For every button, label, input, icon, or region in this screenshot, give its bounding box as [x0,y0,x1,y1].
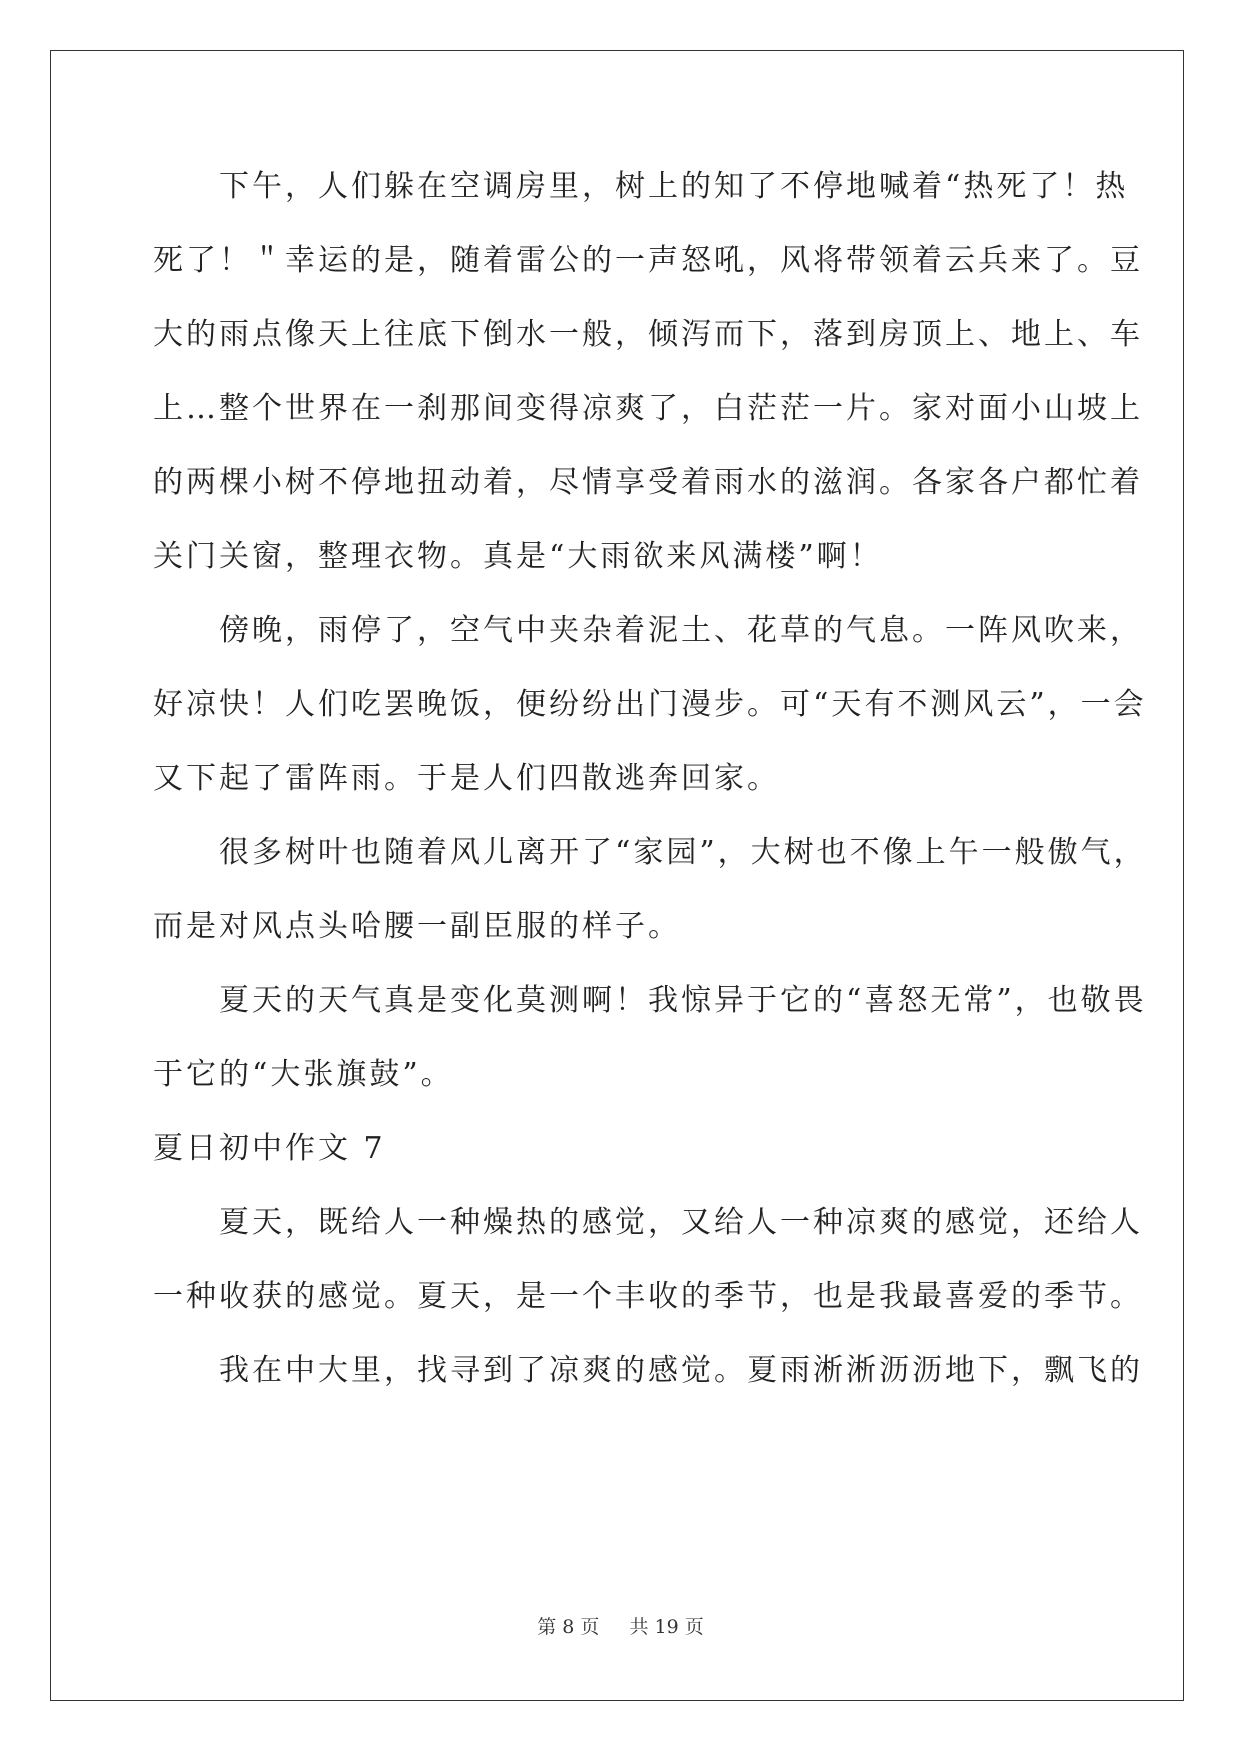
text-line: 夏天，既给人一种燥热的感觉，又给人一种凉爽的感觉，还给人 [153,1205,1143,1240]
text-line: 好凉快！人们吃罢晚饭，便纷纷出门漫步。可“天有不测风云”，一会 [153,687,1147,722]
text-line: 夏天的天气真是变化莫测啊！我惊异于它的“喜怒无常”，也敬畏 [153,983,1147,1018]
text-line: 上…整个世界在一刹那间变得凉爽了，白茫茫一片。家对面小山坡上 [153,391,1143,426]
text-line: 很多树叶也随着风儿离开了“家园”，大树也不像上午一般傲气， [153,835,1147,870]
section-heading: 夏日初中作文 7 [153,1131,386,1166]
text-line: 我在中大里，找寻到了凉爽的感觉。夏雨淅淅沥沥地下，飘飞的 [153,1353,1143,1388]
page-number: 第 8 页 [537,1616,600,1638]
text-line: 的两棵小树不停地扭动着，尽情享受着雨水的滋润。各家各户都忙着 [153,465,1143,500]
text-line: 于它的“大张旗鼓”。 [153,1057,454,1092]
page-footer [0,1612,1241,1639]
text-line: 下午，人们躲在空调房里，树上的知了不停地喊着“热死了！热 [153,169,1129,204]
text-line: 傍晚，雨停了，空气中夹杂着泥土、花草的气息。一阵风吹来， [153,613,1143,648]
text-line: 一种收获的感觉。夏天，是一个丰收的季节，也是我最喜爱的季节。 [153,1279,1143,1314]
text-line: 而是对风点头哈腰一副臣服的样子。 [153,909,681,944]
text-line: 关门关窗，整理衣物。真是“大雨欲来风满楼”啊！ [153,539,883,574]
text-line: 大的雨点像天上往底下倒水一般，倾泻而下，落到房顶上、地上、车 [153,317,1143,352]
page-total: 共 19 页 [629,1616,704,1638]
text-line: 死了！＂幸运的是，随着雷公的一声怒吼，风将带领着云兵来了。豆 [153,243,1143,278]
text-line: 又下起了雷阵雨。于是人们四散逃奔回家。 [153,761,780,796]
